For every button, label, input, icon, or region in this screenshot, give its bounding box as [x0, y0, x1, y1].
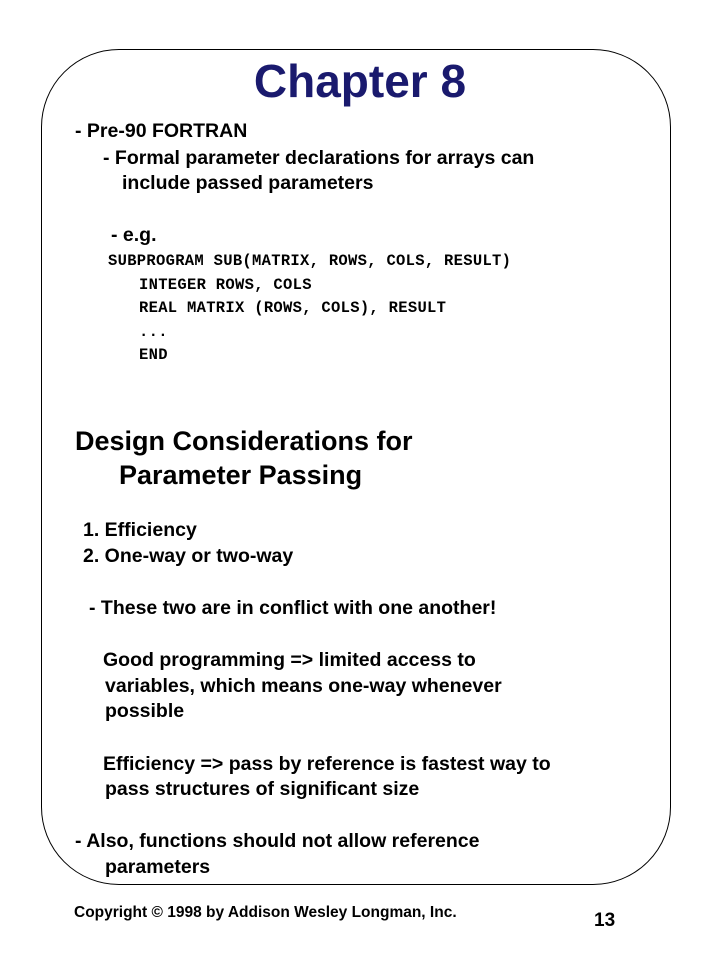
good-programming-line-3: possible — [105, 700, 185, 722]
example-label: - e.g. — [111, 224, 157, 246]
code-line: INTEGER ROWS, COLS — [139, 276, 312, 294]
efficiency-line-2: pass structures of significant size — [105, 778, 420, 800]
code-line: END — [139, 346, 168, 364]
efficiency-line-1: Efficiency => pass by reference is fastest way to — [103, 753, 551, 775]
section-fortran-heading: - Pre-90 FORTRAN — [75, 120, 248, 142]
good-programming-line-2: variables, which means one-way whenever — [105, 675, 502, 697]
page-number: 13 — [594, 910, 616, 931]
list-item: 2. One-way or two-way — [83, 545, 294, 567]
good-programming-line-1: Good programming => limited access to — [103, 649, 476, 671]
fortran-bullet-line-1: - Formal parameter declarations for arrays can — [103, 147, 535, 169]
also-line-2: parameters — [105, 856, 211, 878]
conflict-note: - These two are in conflict with one another! — [89, 597, 497, 619]
code-line: ... — [139, 323, 168, 341]
section-heading-line-2: Parameter Passing — [119, 460, 363, 490]
code-line: REAL MATRIX (ROWS, COLS), RESULT — [139, 299, 447, 317]
code-line: SUBPROGRAM SUB(MATRIX, ROWS, COLS, RESULT) — [108, 252, 512, 270]
fortran-bullet-line-2: include passed parameters — [122, 172, 374, 194]
copyright-text: Copyright © 1998 by Addison Wesley Longman, Inc. — [74, 904, 457, 921]
page-title: Chapter 8 — [253, 55, 467, 107]
also-line-1: - Also, functions should not allow reference — [75, 830, 480, 852]
list-item: 1. Efficiency — [83, 519, 197, 541]
section-heading-line-1: Design Considerations for — [75, 426, 413, 456]
